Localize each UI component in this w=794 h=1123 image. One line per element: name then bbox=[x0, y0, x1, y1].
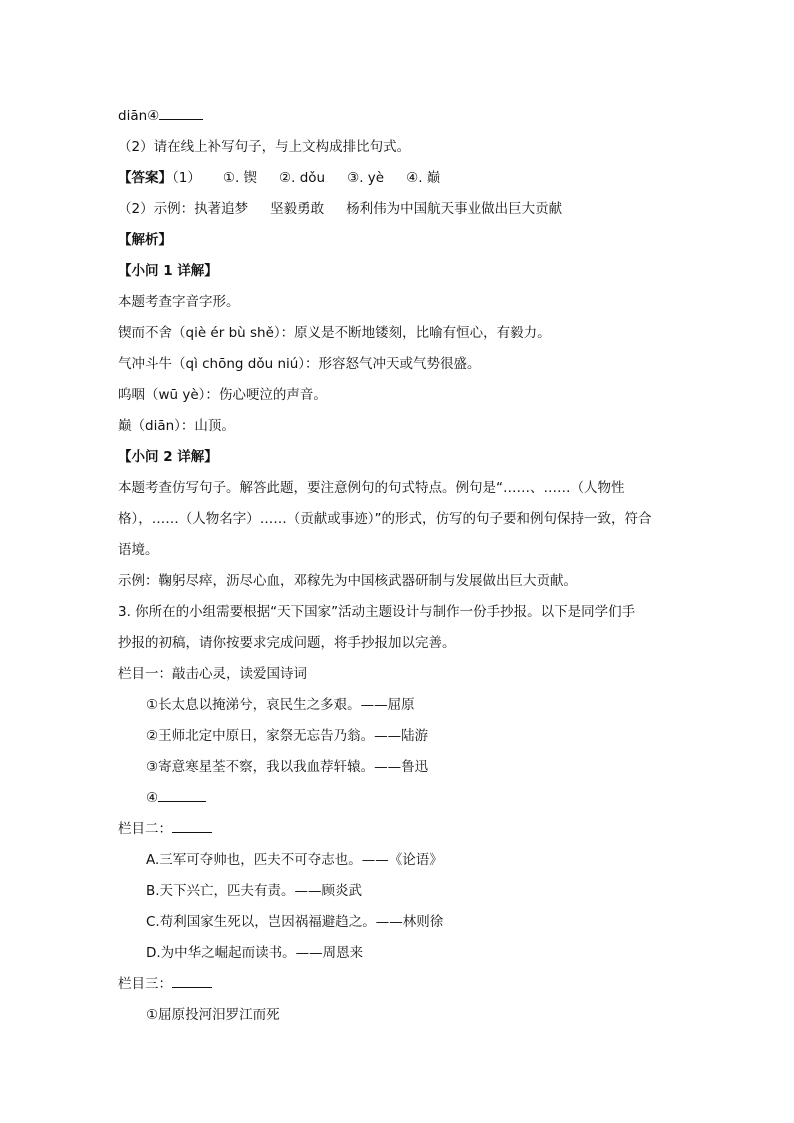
text: diān④ bbox=[118, 108, 160, 124]
text-line: 气冲斗牛（qì chōng dǒu niú）：形容怒气冲天或气势很盛。 bbox=[118, 356, 481, 372]
text-line: 示例：鞠躬尽瘁，沥尽心血，邓稼先为中国核武器研制与发展做出巨大贡献。 bbox=[118, 573, 577, 589]
question-3-line-1: 3. 你所在的小组需要根据“天下国家”活动主题设计与制作一份手抄报。以下是同学们手 bbox=[118, 604, 636, 620]
column-3-title bbox=[118, 969, 678, 1000]
fill-blank bbox=[172, 986, 212, 988]
quote-item: A.三军可夺帅也，匹夫不可夺志也。——《论语》 bbox=[146, 852, 443, 868]
poem-item-blank bbox=[118, 783, 678, 814]
text-line: 本题考查字音字形。 bbox=[118, 294, 240, 310]
text-line: 语境。 bbox=[118, 542, 159, 558]
poem-item: ③寄意寒星荃不察，我以我血荐轩辕。——鲁迅 bbox=[146, 759, 429, 775]
answer-example-a: （2）示例：执著追梦 bbox=[118, 201, 249, 217]
text-line: 呜咽（wū yè）：伤心哽泣的声音。 bbox=[118, 387, 327, 403]
column-2-title bbox=[118, 814, 678, 845]
subquestion-1-heading: 【小问 1 详解】 bbox=[118, 263, 218, 279]
answer-item-4: ④. 巅 bbox=[406, 170, 441, 186]
text: 栏目二： bbox=[118, 821, 172, 837]
text-line: 本题考查仿写句子。解答此题，要注意例句的句式特点。例句是“……、……（人物性 bbox=[118, 480, 625, 496]
poem-item: ②王师北定中原日，家祭无忘告乃翁。——陆游 bbox=[146, 728, 429, 744]
poem-item: ①长太息以掩涕兮，哀民生之多艰。——屈原 bbox=[146, 697, 415, 713]
quote-item: D.为中华之崛起而读书。——周恩来 bbox=[146, 945, 364, 961]
fill-blank bbox=[158, 800, 206, 802]
quote-item: B.天下兴亡，匹夫有责。——顾炎武 bbox=[146, 883, 363, 899]
analysis-heading: 【解析】 bbox=[118, 232, 172, 248]
answer-line-1 bbox=[118, 163, 678, 194]
question-2-prompt: （2）请在线上补写句子，与上文构成排比句式。 bbox=[118, 139, 411, 155]
story-item: ①屈原投河汨罗江而死 bbox=[146, 1007, 280, 1023]
column-1-title: 栏目一：敲击心灵，读爱国诗词 bbox=[118, 666, 307, 682]
fill-blank bbox=[159, 118, 203, 120]
answer-item-3: ③. yè bbox=[347, 170, 385, 186]
answer-tag: 【答案】 bbox=[118, 170, 172, 186]
answer-item-1: ①. 锲 bbox=[222, 170, 258, 186]
text-line: 锲而不舍（qiè ér bù shě）：原义是不断地镂刻，比喻有恒心，有毅力。 bbox=[118, 325, 551, 341]
answer-part: （1） bbox=[172, 170, 201, 186]
fill-blank bbox=[172, 831, 212, 833]
text-line: 巅（diān）：山顶。 bbox=[118, 418, 235, 434]
text: 栏目三： bbox=[118, 976, 172, 992]
text-line-diān-blank bbox=[118, 101, 678, 132]
answer-example-b: 坚毅勇敢 bbox=[270, 201, 325, 217]
document-content bbox=[118, 101, 678, 1031]
subquestion-2-heading: 【小问 2 详解】 bbox=[118, 449, 218, 465]
quote-item: C.苟利国家生死以，岂因祸福避趋之。——林则徐 bbox=[146, 914, 444, 930]
answer-example-c: 杨利伟为中国航天事业做出巨大贡献 bbox=[346, 201, 563, 217]
text-line: 格），……（人物名字）……（贡献或事迹）”的形式，仿写的句子要和例句保持一致，符合 bbox=[118, 511, 652, 527]
answer-line-2 bbox=[118, 194, 678, 225]
answer-item-2: ②. dǒu bbox=[279, 170, 326, 186]
text: ④ bbox=[146, 790, 159, 806]
question-3-line-2: 抄报的初稿，请你按要求完成问题，将手抄报加以完善。 bbox=[118, 635, 456, 651]
